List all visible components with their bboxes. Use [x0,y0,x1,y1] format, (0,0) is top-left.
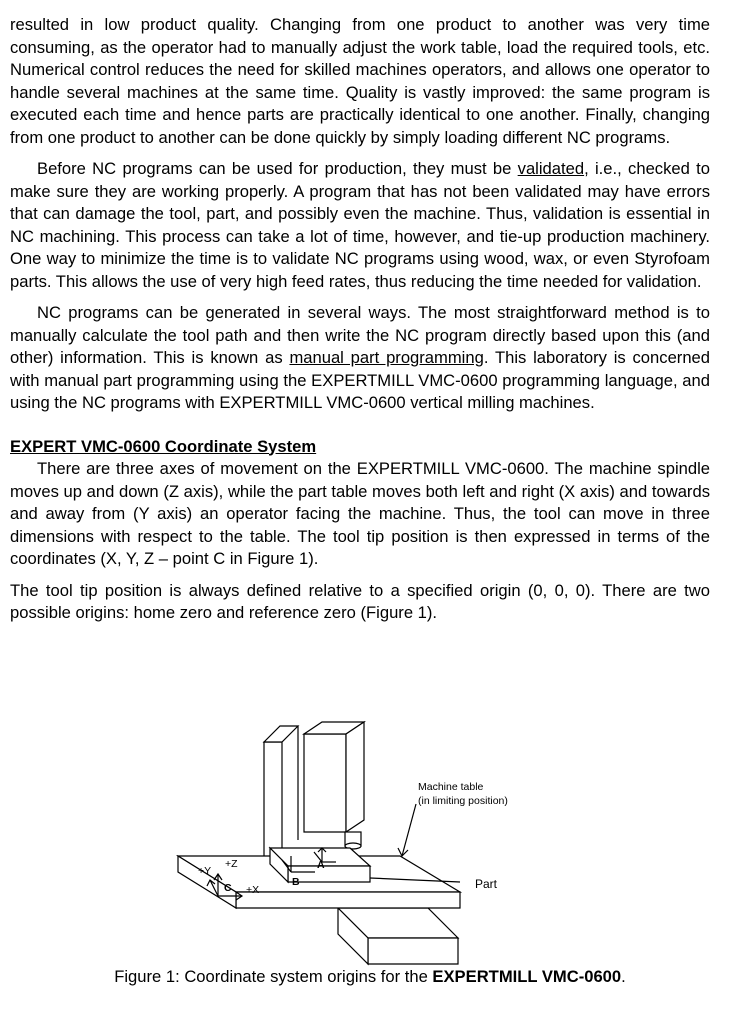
spindle-head-front [304,734,346,832]
term-manual-part-programming: manual part programming [289,348,484,367]
base-front [368,938,458,964]
label-plus-x: +X [246,884,260,896]
spindle-head-side [346,722,364,832]
label-b: B [292,876,300,888]
label-plus-z: +Z [225,858,238,870]
section-heading: EXPERT VMC-0600 Coordinate System [10,436,317,456]
paragraph-programming-end: . This laboratory is concerned with manual part programming using the EXPERTMILL VMC-0600 programming language, and using the NC programs with EXPERTMILL VMC-0600 vertical milling machines. [10,348,711,412]
figure-coordinate-system [170,720,540,965]
part-front [288,866,370,882]
term-validated: validated [517,159,585,178]
caption-machine-name: EXPERTMILL VMC-0600 [432,967,622,986]
label-part: Part [475,877,498,891]
label-a: A [317,859,325,871]
column-top [264,726,298,742]
paragraph-validation [10,158,710,293]
caption-suffix: . [621,967,626,986]
paragraph-origins: The tool tip position is always defined relative to a specified origin (0, 0, 0). There are two possible origins: home zero and reference zero (Figure 1). [10,580,710,622]
label-machine-table-1: Machine table [418,781,484,793]
paragraph-validation-end: , i.e., checked to make sure they are working properly. A program that has not been validated may have errors that can damage the tool, part, and possibly even the machine. Thus, validation is essential in NC machining. This process can take a lot of time, however, and tie-up production machinery. One way to minimize the time is to validate NC programs using wood, wax, or even Styrofoam parts. This allows the use of very high feed rates, thus reducing the time needed for validation. [10,159,710,291]
paragraph-programming [10,302,710,415]
document-body [10,14,710,625]
table-front [236,892,460,908]
paragraph-axes: There are three axes of movement on the EXPERTMILL VMC-0600. The machine spindle moves up and down (Z axis), while the part table moves both left and right (X axis) and towards and away from (Y axis) an operator facing the machine. Thus, the tool can move in three dimensions with respect to the table. The tool tip position is then expressed in terms of the coordinates (X, Y, Z – point C in Figure 1). [10,459,710,568]
caption-prefix: Figure 1: Coordinate system origins for the [114,967,433,986]
label-machine-table-2: (in limiting position) [418,795,508,807]
column-side [264,742,282,860]
machine-diagram [170,720,540,965]
paragraph-validation-start: Before NC programs can be used for production, they must be [37,159,518,178]
label-plus-y: +Y [198,865,212,877]
paragraph-programming-start: NC programs can be generated in several ways. The most straightforward method is to manually calculate the tool path and then write the NC program directly based upon this (and other) information. This is known as [10,303,710,367]
label-c: C [224,882,232,894]
paragraph-nc-benefits: resulted in low product quality. Changing from one product to another was very time consuming, as the operator had to manually adjust the work table, load the required tools, etc. Numerical control reduces the need for skilled machines operators, and allows one operator to handle several machines at the same time. Quality is vastly improved: the same program is executed each time and hence parts are practically identical to one another. Finally, changing from one product to another can be done quickly by simply loading different NC programs. [10,15,710,147]
figure-caption [0,966,740,988]
